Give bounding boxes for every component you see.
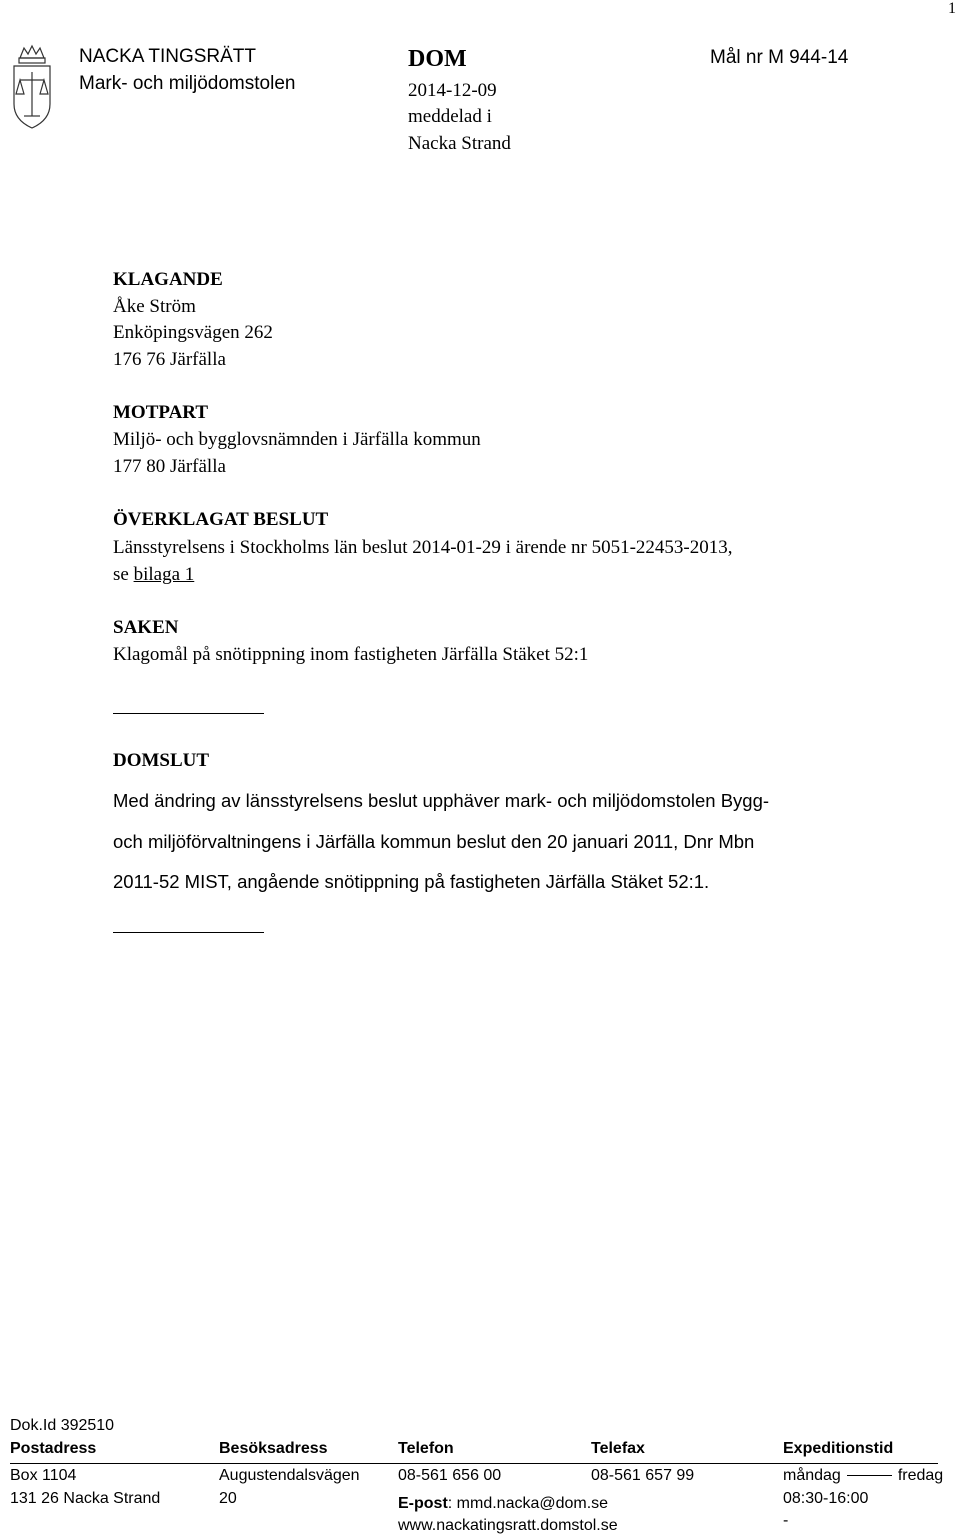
footer-label-telefon: Telefon bbox=[398, 1440, 454, 1457]
footer-post-box: Box 1104 bbox=[10, 1467, 77, 1484]
appealed-decision-heading: ÖVERKLAGAT BESLUT bbox=[113, 509, 329, 530]
document-type: DOM bbox=[408, 46, 467, 72]
klagande-postal: 176 76 Järfälla bbox=[113, 349, 226, 370]
judgment-line: Med ändring av länsstyrelsens beslut upphäver mark- och miljödomstolen Bygg- bbox=[113, 790, 770, 811]
attachment-prefix: se bbox=[113, 564, 134, 585]
court-division: Mark- och miljödomstolen bbox=[79, 73, 296, 94]
klagande-name: Åke Ström bbox=[113, 296, 196, 317]
coat-of-arms-emblem bbox=[6, 44, 58, 136]
footer-visit-number: 20 bbox=[219, 1490, 237, 1507]
footer-label-postadress: Postadress bbox=[10, 1440, 97, 1457]
page-number: 1 bbox=[948, 0, 956, 17]
footer-post-city: 131 26 Nacka Strand bbox=[10, 1490, 161, 1507]
court-name: NACKA TINGSRÄTT bbox=[79, 46, 257, 67]
matter-text: Klagomål på snötippning inom fastigheten Järfälla Stäket 52:1 bbox=[113, 644, 589, 665]
section-divider bbox=[113, 713, 264, 714]
judgment-line: 2011-52 MIST, angående snötippning på fastigheten Järfälla Stäket 52:1. bbox=[113, 871, 710, 892]
section-divider bbox=[113, 932, 264, 933]
attachment-link[interactable]: bilaga 1 bbox=[133, 564, 195, 585]
judgment-line: och miljöförvaltningens i Järfälla kommun beslut den 20 januari 2011, Dnr Mbn bbox=[113, 831, 755, 852]
footer-phone: 08-561 656 00 bbox=[398, 1467, 502, 1484]
motpart-heading: MOTPART bbox=[113, 402, 209, 423]
footer-label-besoksadress: Besöksadress bbox=[219, 1440, 328, 1457]
footer-email bbox=[398, 1495, 608, 1513]
issued-place: Nacka Strand bbox=[408, 133, 511, 154]
case-number: Mål nr M 944-14 bbox=[710, 47, 849, 68]
footer-email-address[interactable]: : mmd.nacka@dom.se bbox=[447, 1495, 609, 1512]
footer-visit-street: Augustendalsvägen bbox=[219, 1467, 360, 1484]
footer-office-dash: - bbox=[783, 1512, 789, 1529]
motpart-name: Miljö- och bygglovsnämnden i Järfälla kommun bbox=[113, 429, 481, 450]
footer-fax: 08-561 657 99 bbox=[591, 1467, 695, 1484]
issued-label: meddelad i bbox=[408, 106, 492, 127]
footer-office-days bbox=[783, 1467, 943, 1485]
appealed-decision-attachment bbox=[113, 564, 194, 586]
footer-day-from: måndag bbox=[783, 1467, 841, 1484]
motpart-postal: 177 80 Järfälla bbox=[113, 456, 226, 477]
appealed-decision-text: Länsstyrelsens i Stockholms län beslut 2014-01-29 i ärende nr 5051-22453-2013, bbox=[113, 537, 733, 558]
footer-label-expeditionstid: Expeditionstid bbox=[783, 1440, 894, 1457]
klagande-heading: KLAGANDE bbox=[113, 269, 223, 290]
matter-heading: SAKEN bbox=[113, 617, 179, 638]
footer-day-to: fredag bbox=[897, 1467, 944, 1484]
footer-label-telefax: Telefax bbox=[591, 1440, 645, 1457]
footer-office-hours: 08:30-16:00 bbox=[783, 1490, 869, 1507]
footer-divider bbox=[10, 1463, 938, 1464]
footer-email-label: E-post bbox=[398, 1495, 448, 1512]
footer-website[interactable]: www.nackatingsratt.domstol.se bbox=[398, 1517, 618, 1534]
document-date: 2014-12-09 bbox=[408, 80, 497, 101]
document-id: Dok.Id 392510 bbox=[10, 1417, 115, 1434]
klagande-street: Enköpingsvägen 262 bbox=[113, 322, 273, 343]
day-range-dash bbox=[847, 1475, 892, 1476]
judgment-heading: DOMSLUT bbox=[113, 750, 210, 771]
